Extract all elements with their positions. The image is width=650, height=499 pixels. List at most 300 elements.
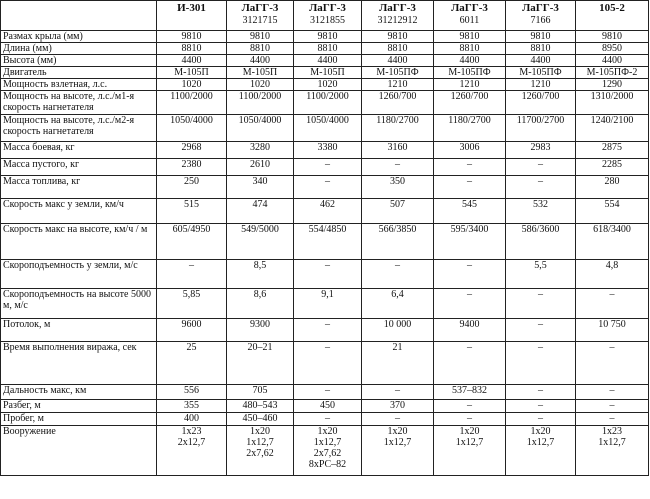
table-cell	[506, 91, 576, 115]
table-row	[1, 67, 649, 79]
row-label	[1, 142, 157, 159]
table-cell	[227, 289, 294, 319]
column-header	[576, 1, 649, 31]
table-cell	[576, 289, 649, 319]
cell-text: Масса топлива, кг	[3, 176, 81, 187]
table-cell	[506, 260, 576, 289]
cell-text: 1x12,7	[526, 437, 555, 448]
cell-text: 8810	[387, 43, 408, 54]
row-label	[1, 385, 157, 400]
row-label	[1, 413, 157, 426]
table-cell	[362, 31, 434, 43]
table-cell	[227, 91, 294, 115]
table-cell	[294, 289, 362, 319]
table-cell	[157, 55, 227, 67]
cell-text: Размах крыла (мм)	[3, 31, 83, 42]
table-cell	[576, 199, 649, 224]
cell-text: 549/5000	[241, 224, 279, 235]
header-row	[1, 1, 649, 31]
table-cell	[227, 426, 294, 476]
cell-text: 8810	[250, 43, 270, 54]
cell-text: 1240/2100	[590, 115, 634, 126]
header-corner	[1, 1, 157, 31]
cell-text: 450–460	[242, 413, 278, 424]
cell-text: М-105П	[242, 67, 278, 78]
table-cell	[294, 55, 362, 67]
table-cell	[434, 413, 506, 426]
table-cell	[157, 426, 227, 476]
table-cell	[157, 31, 227, 43]
cell-text: 1020	[317, 79, 338, 90]
table-cell	[227, 43, 294, 55]
cell-text: 5,85	[182, 289, 201, 300]
table-cell	[294, 400, 362, 413]
cell-text: –	[189, 260, 194, 271]
table-row	[1, 55, 649, 67]
cell-text: –	[538, 400, 543, 411]
table-cell	[362, 289, 434, 319]
cell-text: 1020	[181, 79, 202, 90]
cell-text: 554	[604, 199, 620, 210]
cell-text: –	[467, 176, 472, 187]
table-cell	[506, 319, 576, 342]
table-row	[1, 199, 649, 224]
table-cell	[294, 91, 362, 115]
table-cell	[362, 400, 434, 413]
cell-text: 9400	[459, 319, 480, 330]
table-row	[1, 142, 649, 159]
cell-text: 280	[604, 176, 620, 187]
table-cell	[294, 199, 362, 224]
table-cell	[576, 385, 649, 400]
table-row	[1, 79, 649, 91]
cell-text: 1050/4000	[170, 115, 213, 126]
table-cell	[506, 43, 576, 55]
row-label	[1, 289, 157, 319]
table-cell	[362, 115, 434, 142]
cell-text: –	[609, 413, 615, 424]
cell-text: 618/3400	[593, 224, 631, 235]
cell-text: на высоте 5000 м, м/с	[3, 289, 151, 311]
cell-text: 4400	[530, 55, 551, 66]
table-cell	[576, 55, 649, 67]
table-cell	[576, 426, 649, 476]
table-cell	[157, 142, 227, 159]
cell-text: 9810	[250, 31, 270, 42]
table-cell	[576, 400, 649, 413]
cell-text: Высота (мм)	[3, 55, 57, 66]
column-name: И-301	[177, 2, 206, 14]
cell-text: –	[538, 385, 543, 396]
table-row	[1, 260, 649, 289]
cell-text: 4400	[250, 55, 270, 66]
cell-text: –	[609, 342, 615, 353]
table-cell	[506, 176, 576, 199]
row-label	[1, 260, 157, 289]
column-header	[157, 1, 227, 31]
cell-text: 450	[320, 400, 335, 411]
column-name: 105-2	[599, 2, 625, 14]
table-cell	[362, 176, 434, 199]
cell-text: –	[395, 413, 400, 424]
cell-text: 5,5	[534, 260, 547, 271]
row-label	[1, 319, 157, 342]
cell-text: –	[538, 289, 543, 300]
cell-text: –	[538, 413, 543, 424]
table-cell	[506, 79, 576, 91]
table-cell	[227, 319, 294, 342]
table-cell	[227, 176, 294, 199]
cell-text: Масса пустого, кг	[3, 159, 80, 170]
row-label	[1, 224, 157, 260]
cell-text: 1x20	[250, 426, 270, 437]
cell-text: –	[395, 385, 400, 396]
cell-text: 1180/2700	[376, 115, 419, 126]
cell-text: 1260/700	[378, 91, 417, 102]
cell-text: 537–832	[452, 385, 487, 396]
table-cell	[157, 43, 227, 55]
cell-text: 1020	[250, 79, 270, 90]
cell-text: 3280	[250, 142, 270, 153]
cell-text: 1310/2000	[590, 91, 634, 102]
cell-text: 8810	[317, 43, 338, 54]
table-row	[1, 31, 649, 43]
table-cell	[434, 289, 506, 319]
cell-text: 9810	[181, 31, 202, 42]
row-label	[1, 31, 157, 43]
table-cell	[227, 67, 294, 79]
cell-text: 507	[390, 199, 405, 210]
row-label	[1, 426, 157, 476]
table-cell	[362, 79, 434, 91]
table-cell	[506, 55, 576, 67]
table-cell	[362, 385, 434, 400]
table-cell	[434, 115, 506, 142]
column-serial: 7166	[530, 15, 551, 26]
table-row	[1, 400, 649, 413]
cell-text: 11700/2700	[516, 115, 565, 126]
cell-text: 9,1	[321, 289, 334, 300]
table-cell	[157, 91, 227, 115]
cell-text: 8810	[530, 43, 551, 54]
table-cell	[362, 426, 434, 476]
cell-text: 9810	[602, 31, 622, 42]
table-cell	[294, 67, 362, 79]
table-row	[1, 319, 649, 342]
table-cell	[576, 43, 649, 55]
cell-text: 9810	[317, 31, 338, 42]
table-cell	[294, 115, 362, 142]
table-cell	[506, 413, 576, 426]
cell-text: Дальность макс, км	[3, 385, 87, 396]
cell-text: 10 000	[383, 319, 412, 330]
cell-text: 8810	[181, 43, 202, 54]
cell-text: 9810	[530, 31, 551, 42]
cell-text: Мощность на высоте, л.с./м	[3, 115, 122, 126]
column-header	[434, 1, 506, 31]
table-cell	[157, 413, 227, 426]
cell-text: –	[538, 319, 543, 330]
column-name: ЛаГГ-3	[241, 2, 279, 14]
table-cell	[362, 159, 434, 176]
cell-text: Время выполнения виража, сек	[3, 342, 137, 353]
cell-text: –	[325, 319, 330, 330]
cell-text: –	[325, 159, 330, 170]
row-label	[1, 43, 157, 55]
table-cell	[157, 79, 227, 91]
cell-text: Длина (мм)	[3, 43, 52, 54]
table-cell	[434, 176, 506, 199]
table-cell	[227, 385, 294, 400]
table-row	[1, 159, 649, 176]
cell-text: 1050/4000	[238, 115, 282, 126]
cell-text: 1210	[459, 79, 480, 90]
table-cell	[227, 260, 294, 289]
cell-text: 2-я скорость нагнетателя	[3, 115, 135, 137]
cell-text: 250	[184, 176, 199, 187]
table-cell	[362, 55, 434, 67]
cell-text: Вооружение	[3, 426, 56, 437]
row-label	[1, 176, 157, 199]
table-cell	[506, 142, 576, 159]
table-cell	[294, 224, 362, 260]
table-cell	[362, 224, 434, 260]
table-cell	[227, 199, 294, 224]
table-cell	[157, 385, 227, 400]
cell-text: 9810	[387, 31, 408, 42]
table-row	[1, 289, 649, 319]
table-cell	[294, 319, 362, 342]
cell-text: –	[609, 289, 615, 300]
cell-text: 1-я скорость нагнетателя	[3, 91, 135, 113]
table-cell	[294, 159, 362, 176]
column-name: ЛаГГ-3	[309, 2, 346, 14]
cell-text: 9810	[459, 31, 480, 42]
table-cell	[362, 413, 434, 426]
table-cell	[227, 413, 294, 426]
row-label	[1, 115, 157, 142]
cell-text: Мощность взлетная, л.с.	[3, 79, 108, 90]
cell-text: М-105П	[310, 67, 345, 78]
table-cell	[157, 199, 227, 224]
cell-text: –	[609, 400, 615, 411]
table-cell	[227, 224, 294, 260]
cell-text: 8,6	[253, 289, 267, 300]
table-cell	[576, 79, 649, 91]
table-cell	[576, 319, 649, 342]
cell-text: 2610	[250, 159, 270, 170]
cell-text: М-105ПФ-2	[586, 67, 638, 78]
cell-text: 6,4	[391, 289, 404, 300]
table-cell	[362, 319, 434, 342]
cell-text: 1x20	[459, 426, 480, 437]
cell-text: 1x12,7	[313, 437, 342, 448]
cell-text: –	[467, 289, 472, 300]
table-row	[1, 176, 649, 199]
table-cell	[157, 260, 227, 289]
cell-text: 9600	[181, 319, 202, 330]
row-label	[1, 91, 157, 115]
cell-text: 1x20	[317, 426, 338, 437]
table-cell	[157, 400, 227, 413]
row-label	[1, 199, 157, 224]
table-cell	[506, 342, 576, 385]
cell-text: 1260/700	[521, 91, 560, 102]
table-cell	[157, 176, 227, 199]
table-cell	[227, 142, 294, 159]
table-cell	[227, 55, 294, 67]
row-label	[1, 55, 157, 67]
table-cell	[576, 224, 649, 260]
cell-text: 4400	[387, 55, 408, 66]
table-cell	[506, 426, 576, 476]
cell-text: –	[325, 342, 330, 353]
table-cell	[506, 400, 576, 413]
table-row	[1, 342, 649, 385]
table-cell	[576, 91, 649, 115]
table-cell	[157, 159, 227, 176]
cell-text: 20–21	[247, 342, 273, 353]
table-cell	[434, 79, 506, 91]
cell-text: 8950	[602, 43, 622, 54]
cell-text: М-105ПФ	[376, 67, 419, 78]
table-cell	[576, 413, 649, 426]
cell-text: 595/3400	[450, 224, 489, 235]
cell-text: 605/4950	[172, 224, 211, 235]
table-cell	[294, 79, 362, 91]
cell-text: 4400	[602, 55, 622, 66]
table-cell	[576, 260, 649, 289]
cell-text: 21	[392, 342, 403, 353]
cell-text: 1x23	[602, 426, 622, 437]
row-label	[1, 67, 157, 79]
table-cell	[362, 67, 434, 79]
table-cell	[434, 260, 506, 289]
table-cell	[362, 142, 434, 159]
table-cell	[434, 342, 506, 385]
cell-text: 25	[186, 342, 197, 353]
cell-text: 2x7,62	[313, 448, 342, 459]
table-cell	[506, 67, 576, 79]
table-cell	[576, 115, 649, 142]
table-cell	[434, 31, 506, 43]
cell-text: 8xРС–82	[308, 459, 347, 470]
column-header	[294, 1, 362, 31]
table-cell	[362, 342, 434, 385]
column-serial: 3121715	[242, 15, 278, 26]
cell-text: М-105ПФ	[519, 67, 562, 78]
cell-text: М-105П	[174, 67, 209, 78]
column-serial: 31212912	[377, 15, 418, 26]
cell-text: Пробег, м	[3, 413, 44, 424]
cell-text: –	[467, 400, 472, 411]
cell-text: 4400	[459, 55, 480, 66]
cell-text: 3380	[317, 142, 338, 153]
cell-text: 1x12,7	[246, 437, 274, 448]
cell-text: –	[325, 385, 330, 396]
cell-text: –	[395, 159, 400, 170]
cell-text: 1x12,7	[598, 437, 626, 448]
table-cell	[576, 176, 649, 199]
table-cell	[294, 176, 362, 199]
table-cell	[576, 342, 649, 385]
table-cell	[227, 342, 294, 385]
table-cell	[576, 31, 649, 43]
cell-text: 4400	[317, 55, 338, 66]
cell-text: Скороподъемность у земли, м/с	[3, 260, 138, 271]
cell-text: М-105ПФ	[448, 67, 491, 78]
table-cell	[294, 142, 362, 159]
cell-text: 350	[390, 176, 405, 187]
cell-text: Скорость макс на высоте, км/ч / м	[3, 224, 148, 235]
table-body	[1, 31, 649, 476]
cell-text: –	[325, 176, 330, 187]
table-row	[1, 91, 649, 115]
cell-text: 8810	[459, 43, 480, 54]
table-cell	[506, 159, 576, 176]
cell-text: 556	[184, 385, 199, 396]
table-cell	[157, 342, 227, 385]
cell-text: 1x20	[530, 426, 551, 437]
column-header	[506, 1, 576, 31]
table-cell	[434, 319, 506, 342]
table-cell	[157, 289, 227, 319]
cell-text: –	[467, 159, 472, 170]
cell-text: 1x20	[387, 426, 408, 437]
table-cell	[434, 426, 506, 476]
table-cell	[227, 31, 294, 43]
table-row	[1, 385, 649, 400]
table-cell	[294, 43, 362, 55]
table-cell	[294, 260, 362, 289]
table-cell	[434, 199, 506, 224]
table-cell	[434, 67, 506, 79]
cell-text: Скороподъемность	[3, 289, 85, 300]
cell-text: 1x12,7	[383, 437, 412, 448]
table-cell	[157, 67, 227, 79]
cell-text: –	[538, 159, 543, 170]
column-serial: 3121855	[310, 15, 345, 26]
cell-text: Потолок, м	[3, 319, 51, 330]
table-cell	[506, 385, 576, 400]
cell-text: 340	[252, 176, 268, 187]
cell-text: 1100/2000	[306, 91, 349, 102]
table-cell	[362, 199, 434, 224]
cell-text: 1x23	[181, 426, 202, 437]
cell-text: 1210	[387, 79, 408, 90]
cell-text: 1210	[530, 79, 551, 90]
table-cell	[506, 199, 576, 224]
row-label	[1, 159, 157, 176]
cell-text: 10 750	[598, 319, 626, 330]
cell-text: 1180/2700	[448, 115, 491, 126]
row-label	[1, 342, 157, 385]
cell-text: –	[325, 260, 330, 271]
table-cell	[576, 67, 649, 79]
table-cell	[434, 224, 506, 260]
cell-text: 355	[184, 400, 199, 411]
table-cell	[434, 43, 506, 55]
cell-text: 586/3600	[521, 224, 560, 235]
cell-text: Мощность на высоте, л.с./м	[3, 91, 122, 102]
cell-text: 1260/700	[450, 91, 489, 102]
cell-text: 400	[184, 413, 199, 424]
cell-text: 545	[462, 199, 477, 210]
table-cell	[434, 385, 506, 400]
cell-text: 554/4850	[308, 224, 347, 235]
cell-text: 2x12,7	[177, 437, 206, 448]
row-label	[1, 400, 157, 413]
